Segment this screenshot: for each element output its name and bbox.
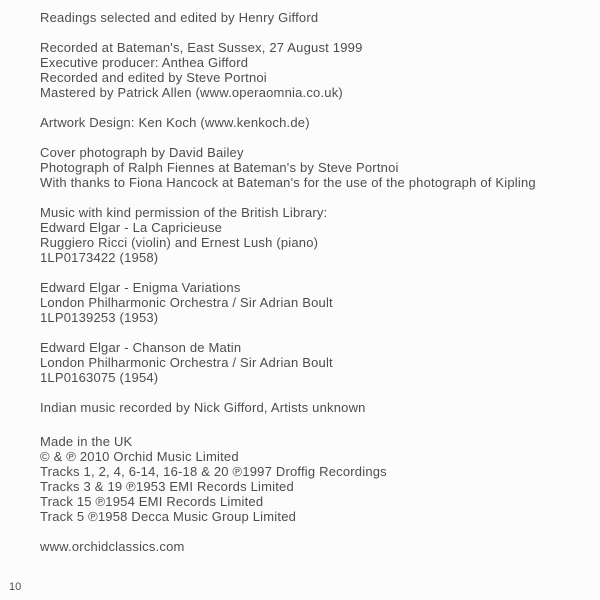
text-line: Track 5 ℗1958 Decca Music Group Limited <box>40 509 297 524</box>
text-line: Recorded at Bateman's, East Sussex, 27 August 1999 <box>40 40 363 55</box>
text-line: Recorded and edited by Steve Portnoi <box>40 70 267 85</box>
text-line: Cover photograph by David Bailey <box>40 145 244 160</box>
enigma-variations-credit <box>40 280 584 325</box>
photo-credits <box>40 145 584 190</box>
chanson-de-matin-credit <box>40 340 584 385</box>
text-line: © & ℗ 2010 Orchid Music Limited <box>40 449 239 464</box>
text-line: Track 15 ℗1954 EMI Records Limited <box>40 494 264 509</box>
text-line: Edward Elgar - Enigma Variations <box>40 280 241 295</box>
text-line: 1LP0163075 (1954) <box>40 370 159 385</box>
text-line: With thanks to Fiona Hancock at Bateman's for the use of the photograph of Kipling <box>40 175 536 190</box>
booklet-credits-page <box>40 10 584 600</box>
text-line: Artwork Design: Ken Koch (www.kenkoch.de) <box>40 115 310 130</box>
text-line: Executive producer: Anthea Gifford <box>40 55 249 70</box>
recording-credits <box>40 40 584 100</box>
music-permission-la-capricieuse <box>40 205 584 265</box>
indian-music-credit <box>40 400 584 415</box>
text-line: Mastered by Patrick Allen (www.operaomnia.co.uk) <box>40 85 343 100</box>
readings-credit <box>40 10 584 25</box>
text-line: 1LP0139253 (1953) <box>40 310 159 325</box>
text-line: Photograph of Ralph Fiennes at Bateman's by Steve Portnoi <box>40 160 399 175</box>
text-line: Made in the UK <box>40 434 133 449</box>
text-line: Tracks 3 & 19 ℗1953 EMI Records Limited <box>40 479 294 494</box>
text-line: Readings selected and edited by Henry Gifford <box>40 10 319 25</box>
text-line: Edward Elgar - Chanson de Matin <box>40 340 242 355</box>
page-number: 10 <box>9 581 22 593</box>
text-line: Indian music recorded by Nick Gifford, Artists unknown <box>40 400 366 415</box>
copyright-block <box>40 434 584 524</box>
text-line: London Philharmonic Orchestra / Sir Adrian Boult <box>40 355 333 370</box>
website-url <box>40 539 584 554</box>
text-line: www.orchidclassics.com <box>40 539 185 554</box>
text-line: London Philharmonic Orchestra / Sir Adrian Boult <box>40 295 333 310</box>
text-line: Tracks 1, 2, 4, 6-14, 16-18 & 20 ℗1997 Droffig Recordings <box>40 464 387 479</box>
text-line: Edward Elgar - La Capricieuse <box>40 220 223 235</box>
text-line: Music with kind permission of the British Library: <box>40 205 328 220</box>
artwork-credit <box>40 115 584 130</box>
text-line: Ruggiero Ricci (violin) and Ernest Lush (piano) <box>40 235 319 250</box>
text-line: 1LP0173422 (1958) <box>40 250 159 265</box>
